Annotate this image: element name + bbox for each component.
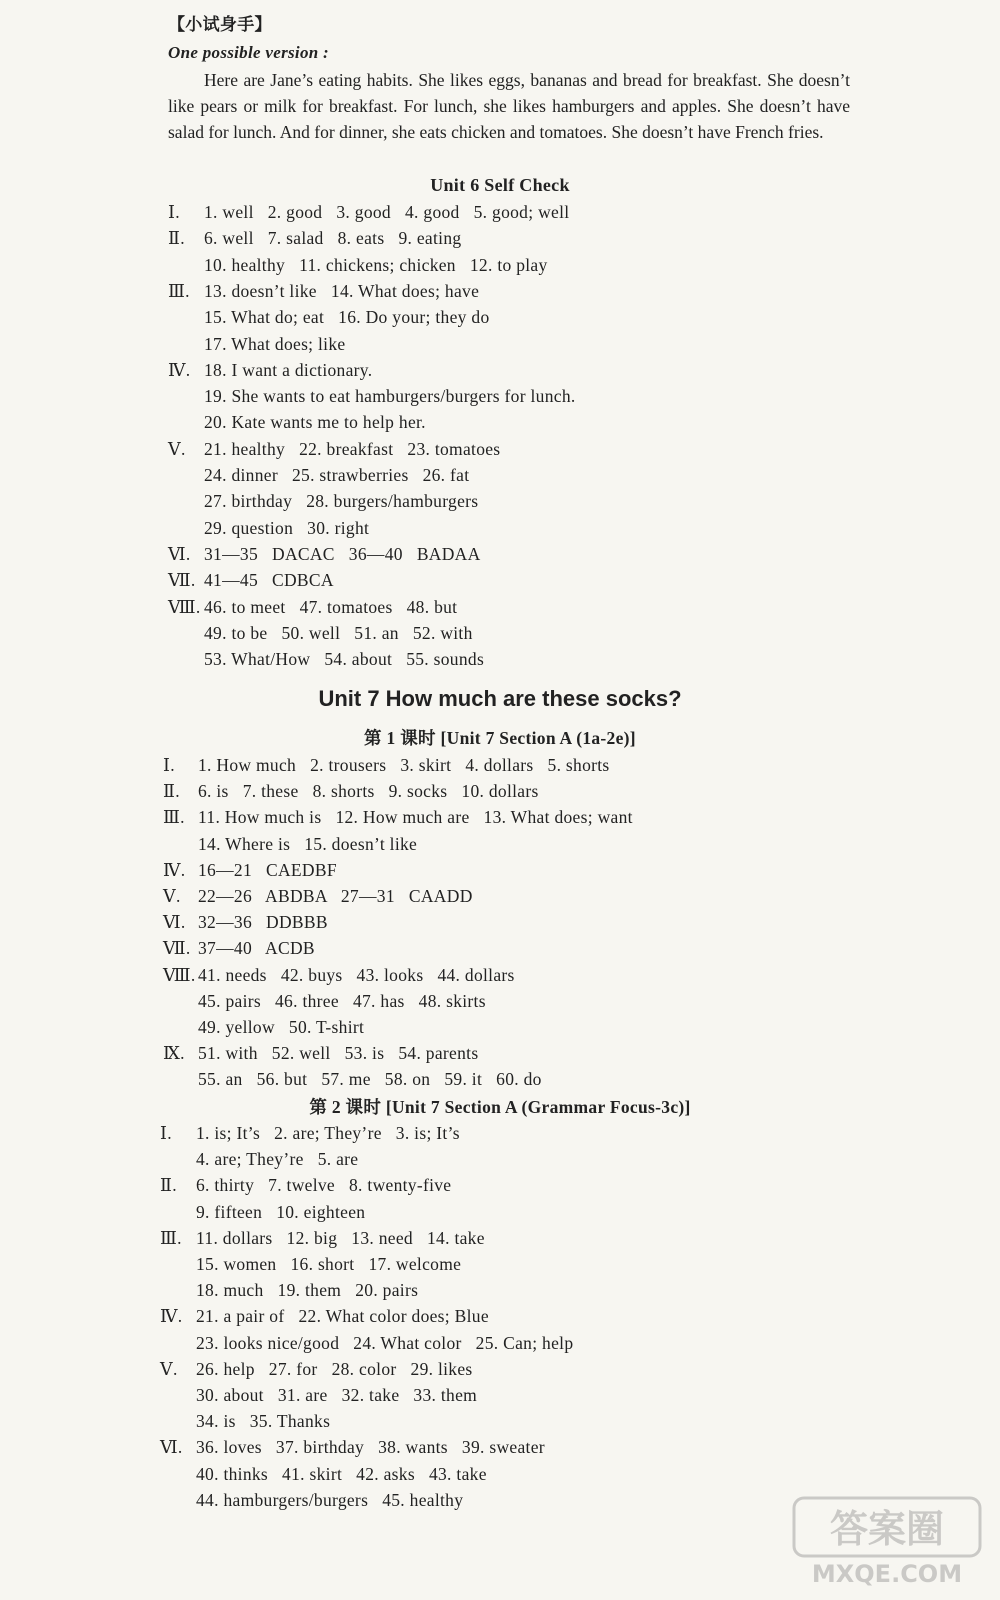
answer-line: 15. women 16. short 17. welcome — [196, 1254, 462, 1274]
answer-line: 9. fifteen 10. eighteen — [196, 1201, 366, 1222]
answer-line: 49. to be 50. well 51. an 52. with — [204, 622, 473, 643]
lesson1-title: 第 1 课时 [Unit 7 Section A (1a-2e)] — [364, 728, 636, 748]
roman-numeral: Ⅳ. — [168, 359, 191, 380]
roman-numeral: Ⅷ. — [168, 596, 201, 617]
answer-line: 30. about 31. are 32. take 33. them — [196, 1385, 478, 1405]
answer-line: 40. thinks 41. skirt 42. asks 43. take — [196, 1463, 487, 1484]
roman-numeral: Ⅰ. — [160, 1123, 172, 1143]
answer-line: 6. well 7. salad 8. eats 9. eating — [204, 228, 462, 249]
answer-line: 44. hamburgers/burgers 45. healthy — [196, 1489, 464, 1510]
answer-line: 45. pairs 46. three 47. has 48. skirts — [198, 990, 486, 1011]
answer-line: 26. help 27. for 28. color 29. likes — [196, 1358, 473, 1379]
lesson2-title: 第 2 课时 [Unit 7 Section A (Grammar Focus-3c)] — [309, 1097, 691, 1117]
unit6-title: Unit 6 Self Check — [430, 175, 570, 195]
answer-line: 11. How much is 12. How much are 13. What does; want — [198, 807, 633, 828]
model-paragraph-text: Here are Jane’s eating habits. She likes eggs, bananas and bread for breakfast. She doesn’t like pears or milk for breakfast. For lunch, she likes hamburgers and apples. She doesn’t have salad for lunch. And for dinner, she eats chicken and tomatoes. She doesn’t have French fries. — [168, 70, 850, 142]
answer-line: 51. with 52. well 53. is 54. parents — [198, 1043, 479, 1064]
answer-line: 6. is 7. these 8. shorts 9. socks 10. dollars — [198, 781, 539, 802]
roman-numeral: Ⅱ. — [168, 228, 185, 249]
unit7-title: Unit 7 How much are these socks? — [318, 686, 682, 711]
answer-line: 55. an 56. but 57. me 58. on 59. it 60. do — [198, 1069, 542, 1090]
answer-line: 22—26 ABDBA 27—31 CAADD — [198, 886, 473, 906]
roman-numeral: Ⅲ. — [163, 807, 185, 828]
roman-numeral: Ⅱ. — [160, 1175, 177, 1196]
answer-line: 46. to meet 47. tomatoes 48. but — [204, 596, 458, 617]
roman-numeral: Ⅶ. — [163, 938, 191, 959]
roman-numeral: Ⅸ. — [163, 1043, 185, 1064]
roman-numeral: Ⅱ. — [163, 781, 180, 802]
answer-line: 23. looks nice/good 24. What color 25. Can; help — [196, 1332, 574, 1353]
answer-line: 31—35 DACAC 36—40 BADAA — [204, 543, 481, 564]
watermark-logo — [792, 1494, 982, 1590]
roman-numeral: Ⅴ. — [163, 886, 181, 906]
answer-line: 1. How much 2. trousers 3. skirt 4. dollars 5. shorts — [198, 755, 610, 775]
answer-line: 32—36 DDBBB — [198, 912, 328, 933]
roman-numeral: Ⅴ. — [160, 1358, 178, 1379]
answer-line: 41—45 CDBCA — [204, 570, 334, 591]
answer-line: 37—40 ACDB — [198, 938, 315, 959]
answer-line: 13. doesn’t like 14. What does; have — [204, 280, 480, 301]
answer-line: 10. healthy 11. chickens; chicken 12. to play — [204, 254, 548, 275]
intro-heading: 【小试身手】 — [168, 15, 272, 34]
roman-numeral: Ⅶ. — [168, 570, 196, 591]
answer-line: 17. What does; like — [204, 333, 346, 354]
answer-line: 1. well 2. good 3. good 4. good 5. good; well — [204, 202, 570, 222]
answer-line: 34. is 35. Thanks — [196, 1411, 331, 1432]
roman-numeral: Ⅲ. — [160, 1227, 182, 1248]
answer-line: 14. Where is 15. doesn’t like — [198, 833, 418, 854]
roman-numeral: Ⅷ. — [163, 964, 196, 985]
answer-line: 20. Kate wants me to help her. — [204, 412, 426, 433]
answer-line: 1. is; It’s 2. are; They’re 3. is; It’s — [196, 1123, 460, 1143]
roman-numeral: Ⅰ. — [163, 755, 175, 775]
answer-line: 36. loves 37. birthday 38. wants 39. sweater — [196, 1437, 545, 1458]
answer-line: 24. dinner 25. strawberries 26. fat — [204, 465, 470, 485]
answer-line: 29. question 30. right — [204, 517, 370, 538]
answer-line: 11. dollars 12. big 13. need 14. take — [196, 1227, 485, 1248]
answer-line: 6. thirty 7. twelve 8. twenty-five — [196, 1175, 452, 1196]
answer-line: 18. I want a dictionary. — [204, 359, 373, 380]
roman-numeral: Ⅵ. — [168, 543, 191, 564]
roman-numeral: Ⅰ. — [168, 202, 180, 222]
roman-numeral: Ⅴ. — [168, 438, 186, 459]
roman-numeral: Ⅲ. — [168, 280, 190, 301]
roman-numeral: Ⅵ. — [163, 912, 186, 933]
answer-line: 41. needs 42. buys 43. looks 44. dollars — [198, 964, 515, 985]
answer-line: 18. much 19. them 20. pairs — [196, 1280, 419, 1301]
watermark-chars: 答案圈 — [829, 1507, 945, 1551]
roman-numeral: Ⅳ. — [163, 859, 186, 880]
model-paragraph — [168, 67, 850, 145]
answer-line: 16—21 CAEDBF — [198, 859, 337, 880]
watermark-domain: MXQE.COM — [811, 1560, 963, 1588]
answer-line: 49. yellow 50. T-shirt — [198, 1017, 365, 1037]
answer-line: 4. are; They’re 5. are — [196, 1149, 359, 1170]
version-label: One possible version : — [168, 43, 330, 62]
answer-line: 19. She wants to eat hamburgers/burgers for lunch. — [204, 386, 576, 407]
answer-line: 21. a pair of 22. What color does; Blue — [196, 1306, 489, 1327]
answer-line: 21. healthy 22. breakfast 23. tomatoes — [204, 438, 501, 459]
answer-line: 27. birthday 28. burgers/hamburgers — [204, 491, 479, 512]
roman-numeral: Ⅳ. — [160, 1306, 183, 1327]
roman-numeral: Ⅵ. — [160, 1437, 183, 1458]
answer-line: 53. What/How 54. about 55. sounds — [204, 649, 485, 670]
answer-line: 15. What do; eat 16. Do your; they do — [204, 307, 490, 328]
